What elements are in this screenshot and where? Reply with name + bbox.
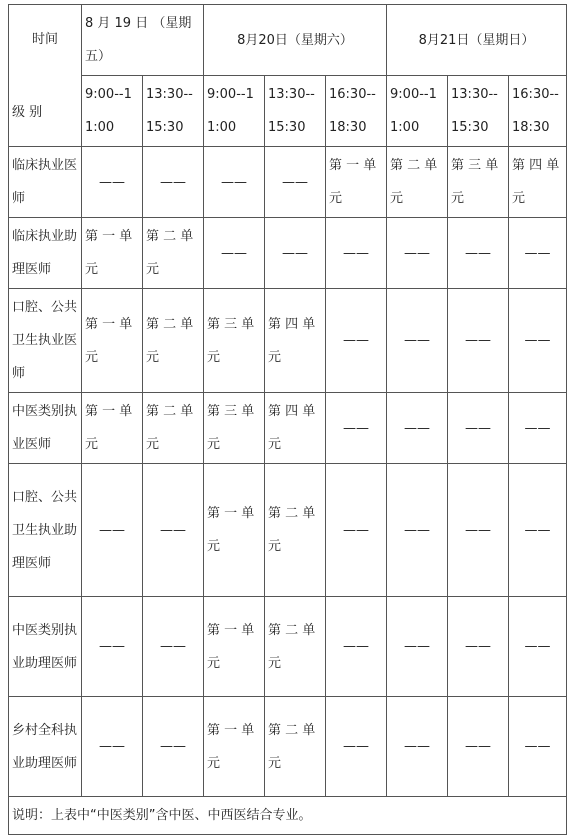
schedule-cell-none: —— [509, 597, 567, 697]
schedule-cell-unit: 第 一 单元 [82, 393, 143, 464]
schedule-cell-unit: 第 四 单元 [265, 393, 326, 464]
schedule-cell-none: —— [326, 289, 387, 393]
schedule-cell-none: —— [82, 597, 143, 697]
time-slot-header: 16:30--18:30 [326, 76, 387, 147]
level-cell: 中医类别执业助理医师 [9, 597, 82, 697]
schedule-cell-unit: 第 二 单元 [143, 289, 204, 393]
note-row [9, 797, 567, 835]
schedule-cell-none: —— [387, 597, 448, 697]
schedule-cell-none: —— [448, 289, 509, 393]
corner-level-label: 级 别 [12, 104, 43, 120]
schedule-container [8, 4, 566, 835]
table-row-dental-public-health-physician [9, 289, 567, 393]
time-slot-header: 13:30--15:30 [143, 76, 204, 147]
schedule-cell-unit: 第 二 单元 [387, 147, 448, 218]
schedule-cell-none: —— [448, 393, 509, 464]
schedule-cell-none: —— [82, 464, 143, 597]
schedule-cell-none: —— [448, 697, 509, 797]
time-slot-header: 13:30--15:30 [448, 76, 509, 147]
time-slot-header: 9:00--11:00 [204, 76, 265, 147]
schedule-cell-none: —— [509, 218, 567, 289]
schedule-cell-none: —— [143, 147, 204, 218]
schedule-cell-unit: 第 三 单元 [448, 147, 509, 218]
table-row-rural-general-assistant [9, 697, 567, 797]
schedule-cell-none: —— [326, 464, 387, 597]
table-row-dental-public-health-assistant [9, 464, 567, 597]
schedule-cell-none: —— [509, 393, 567, 464]
schedule-cell-unit: 第 二 单元 [265, 697, 326, 797]
schedule-cell-unit: 第 一 单元 [326, 147, 387, 218]
schedule-cell-unit: 第 三 单元 [204, 393, 265, 464]
schedule-cell-none: —— [387, 393, 448, 464]
header-row-days [9, 5, 567, 76]
schedule-cell-none: —— [326, 597, 387, 697]
schedule-cell-unit: 第 二 单元 [265, 464, 326, 597]
table-row-tcm-assistant [9, 597, 567, 697]
exam-schedule-table [8, 4, 567, 835]
schedule-cell-none: —— [143, 697, 204, 797]
corner-time-label: 时间 [31, 31, 58, 47]
schedule-cell-none: —— [509, 289, 567, 393]
schedule-cell-unit: 第 一 单元 [82, 289, 143, 393]
schedule-cell-none: —— [204, 147, 265, 218]
level-cell: 临床执业助理医师 [9, 218, 82, 289]
schedule-cell-none: —— [448, 597, 509, 697]
day-header-aug19: 8 月 19 日 （星期五） [82, 5, 204, 76]
schedule-cell-unit: 第 二 单元 [265, 597, 326, 697]
schedule-cell-none: —— [265, 218, 326, 289]
schedule-cell-unit: 第 一 单元 [204, 597, 265, 697]
level-cell: 口腔、公共卫生执业医师 [9, 289, 82, 393]
schedule-cell-unit: 第 一 单元 [82, 218, 143, 289]
schedule-cell-unit: 第 四 单元 [509, 147, 567, 218]
day-header-aug21: 8月21日（星期日） [387, 5, 567, 76]
header-row-slots [9, 76, 567, 147]
schedule-cell-unit: 第 一 单元 [204, 697, 265, 797]
schedule-cell-none: —— [387, 289, 448, 393]
schedule-cell-none: —— [387, 464, 448, 597]
schedule-cell-none: —— [509, 697, 567, 797]
schedule-cell-unit: 第 二 单元 [143, 218, 204, 289]
schedule-cell-none: —— [448, 218, 509, 289]
table-body [9, 5, 567, 835]
schedule-cell-none: —— [204, 218, 265, 289]
schedule-cell-none: —— [326, 218, 387, 289]
level-cell: 临床执业医师 [9, 147, 82, 218]
time-slot-header: 16:30--18:30 [509, 76, 567, 147]
schedule-cell-none: —— [82, 147, 143, 218]
schedule-cell-none: —— [509, 464, 567, 597]
table-row-clinical-physician [9, 147, 567, 218]
schedule-cell-none: —— [143, 464, 204, 597]
schedule-cell-none: —— [326, 393, 387, 464]
schedule-cell-none: —— [387, 697, 448, 797]
schedule-cell-none: —— [82, 697, 143, 797]
day-header-aug20: 8月20日（星期六） [204, 5, 387, 76]
level-cell: 口腔、公共卫生执业助理医师 [9, 464, 82, 597]
table-row-clinical-assistant [9, 218, 567, 289]
time-slot-header: 9:00--11:00 [82, 76, 143, 147]
schedule-cell-unit: 第 一 单元 [204, 464, 265, 597]
schedule-cell-none: —— [326, 697, 387, 797]
schedule-cell-unit: 第 三 单元 [204, 289, 265, 393]
time-slot-header: 13:30--15:30 [265, 76, 326, 147]
level-cell: 乡村全科执业助理医师 [9, 697, 82, 797]
table-row-tcm-physician [9, 393, 567, 464]
schedule-cell-none: —— [448, 464, 509, 597]
schedule-cell-none: —— [387, 218, 448, 289]
level-cell: 中医类别执业医师 [9, 393, 82, 464]
table-note: 说明：上表中“中医类别”含中医、中西医结合专业。 [9, 797, 567, 835]
schedule-cell-unit: 第 二 单元 [143, 393, 204, 464]
corner-header-cell [9, 5, 82, 147]
time-slot-header: 9:00--11:00 [387, 76, 448, 147]
schedule-cell-none: —— [265, 147, 326, 218]
schedule-cell-unit: 第 四 单元 [265, 289, 326, 393]
schedule-cell-none: —— [143, 597, 204, 697]
